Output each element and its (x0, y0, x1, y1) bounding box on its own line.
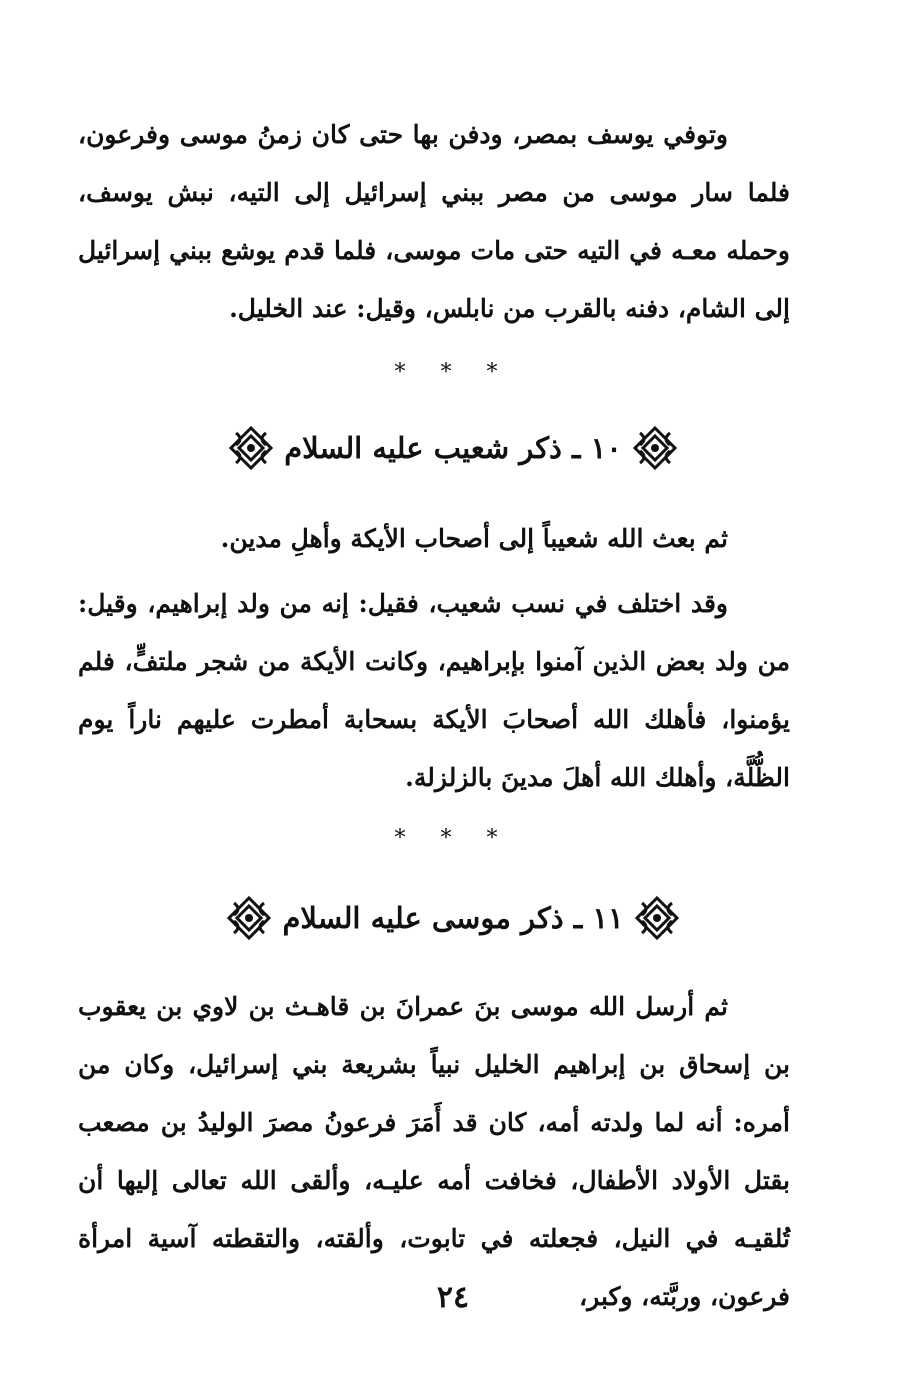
arabesque-ornament-icon (226, 895, 272, 941)
paragraph-musa-birth: ثم أرسل الله موسى بنَ عمرانَ بن قاهـث بن لاوي بن يعقوب بن إسحاق بن إبراهيم الخليل نبياً بشريعة بني إسرائيل، وكان من أمره: أنه لما ولدته أمه، كان قد أَمَرَ فرعونُ مصرَ الوليدُ بن مصعب بقتل الأولاد الأطفال، فخافت أمه عليـه، وألقى الله تعالى إليها أن تُلقيـه في النيل، فجعلته في تابوت، وألقته، والتقطته آسية امرأة فرعون، وربَّته، وكبر، (78, 992, 790, 1311)
paragraph-shuayb-sent: ثم بعث الله شعيباً إلى أصحاب الأيكة وأهلِ مدين. (220, 524, 728, 553)
arabesque-ornament-icon (634, 895, 680, 941)
arabesque-ornament-icon (228, 425, 274, 471)
paragraph-shuayb-lineage: وقد اختلف في نسب شعيب، فقيل: إنه من ولد إبراهيم، وقيل: من ولد بعض الذين آمنوا بإبراهيم، وكانت الأيكة من شجر ملتفٍّ، فلم يؤمنوا، فأهلك الله أصحابَ الأيكة بسحابة أمطرت عليهم ناراً يوم الظُّلَّة، وأهلك الله أهلَ مدينَ بالزلزلة. (78, 589, 790, 792)
section-heading-text: ١١ ـ ذكر موسى عليه السلام (282, 901, 624, 935)
page-number: ٢٤ (436, 1280, 470, 1315)
section-heading-musa (0, 895, 906, 941)
paragraph-yusuf-burial: وتوفي يوسف بمصر، ودفن بها حتى كان زمنُ موسى وفرعون، فلما سار موسى من مصر ببني إسرائيل إلى التيه، نبش يوسف، وحمله معـه في التيه حتى مات موسى، فلما قدم يوشع ببني إسرائيل إلى الشام، دفنه بالقرب من نابلس، وقيل: عند الخليل. (78, 120, 790, 323)
section-separator: * * * (394, 826, 512, 851)
section-separator: * * * (394, 360, 512, 385)
arabesque-ornament-icon (632, 425, 678, 471)
section-heading-shuayb (0, 425, 906, 471)
section-heading-text: ١٠ ـ ذكر شعيب عليه السلام (284, 431, 622, 465)
